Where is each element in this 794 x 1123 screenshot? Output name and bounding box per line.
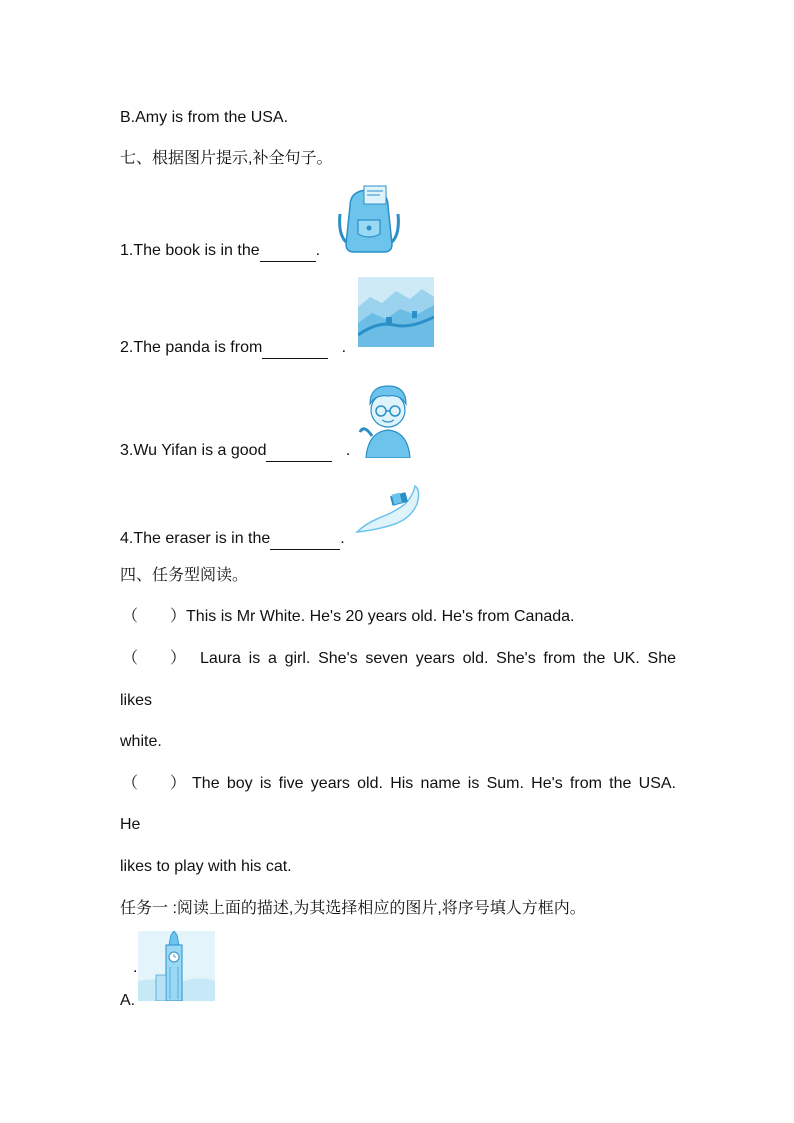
answer-paren-3[interactable]: （ ） bbox=[122, 775, 187, 792]
big-ben-picture bbox=[138, 931, 215, 1001]
boy-picture bbox=[358, 380, 416, 458]
previous-option-b: B.Amy is from the USA. bbox=[120, 109, 289, 126]
backpack-picture bbox=[336, 184, 402, 254]
passage-3-line-1: （ ） The boy is five years old. His name is Sum. He's from the USA. bbox=[122, 775, 676, 792]
hand-with-eraser-picture bbox=[355, 482, 423, 534]
answer-paren-2[interactable]: （ ） bbox=[122, 650, 187, 667]
passage-2-line-3: white. bbox=[120, 733, 162, 750]
option-a-label: A. bbox=[120, 992, 136, 1009]
sentence-3: 3.Wu Yifan is a good . bbox=[120, 441, 350, 462]
passage-3-line-3: likes to play with his cat. bbox=[120, 858, 292, 875]
passage-2-line-1: （ ） Laura is a girl. She's seven years old. She's from the UK. She bbox=[122, 650, 676, 667]
section-7-heading: 七、根据图片提示,补全句子。 bbox=[120, 150, 333, 167]
option-a-dot: . bbox=[133, 959, 138, 976]
answer-blank-3[interactable] bbox=[266, 441, 332, 462]
answer-blank-1[interactable] bbox=[260, 241, 316, 262]
passage-2-line-2: likes bbox=[120, 692, 153, 709]
sentence-2: 2.The panda is from . bbox=[120, 338, 346, 359]
answer-blank-4[interactable] bbox=[270, 529, 340, 550]
section-4-heading: 四、任务型阅读。 bbox=[120, 567, 249, 584]
passage-1: （ ）This is Mr White. He's 20 years old. He's from Canada. bbox=[122, 608, 575, 625]
great-wall-picture bbox=[358, 277, 434, 347]
sentence-4: 4.The eraser is in the . bbox=[120, 529, 345, 550]
answer-paren-1[interactable]: （ ） bbox=[122, 608, 187, 625]
answer-blank-2[interactable] bbox=[262, 338, 328, 359]
passage-3-line-2: He bbox=[120, 816, 141, 833]
sentence-1: 1.The book is in the . bbox=[120, 241, 320, 262]
task-1-instruction: 任务一 :阅读上面的描述,为其选择相应的图片,将序号填人方框内。 bbox=[120, 900, 586, 917]
